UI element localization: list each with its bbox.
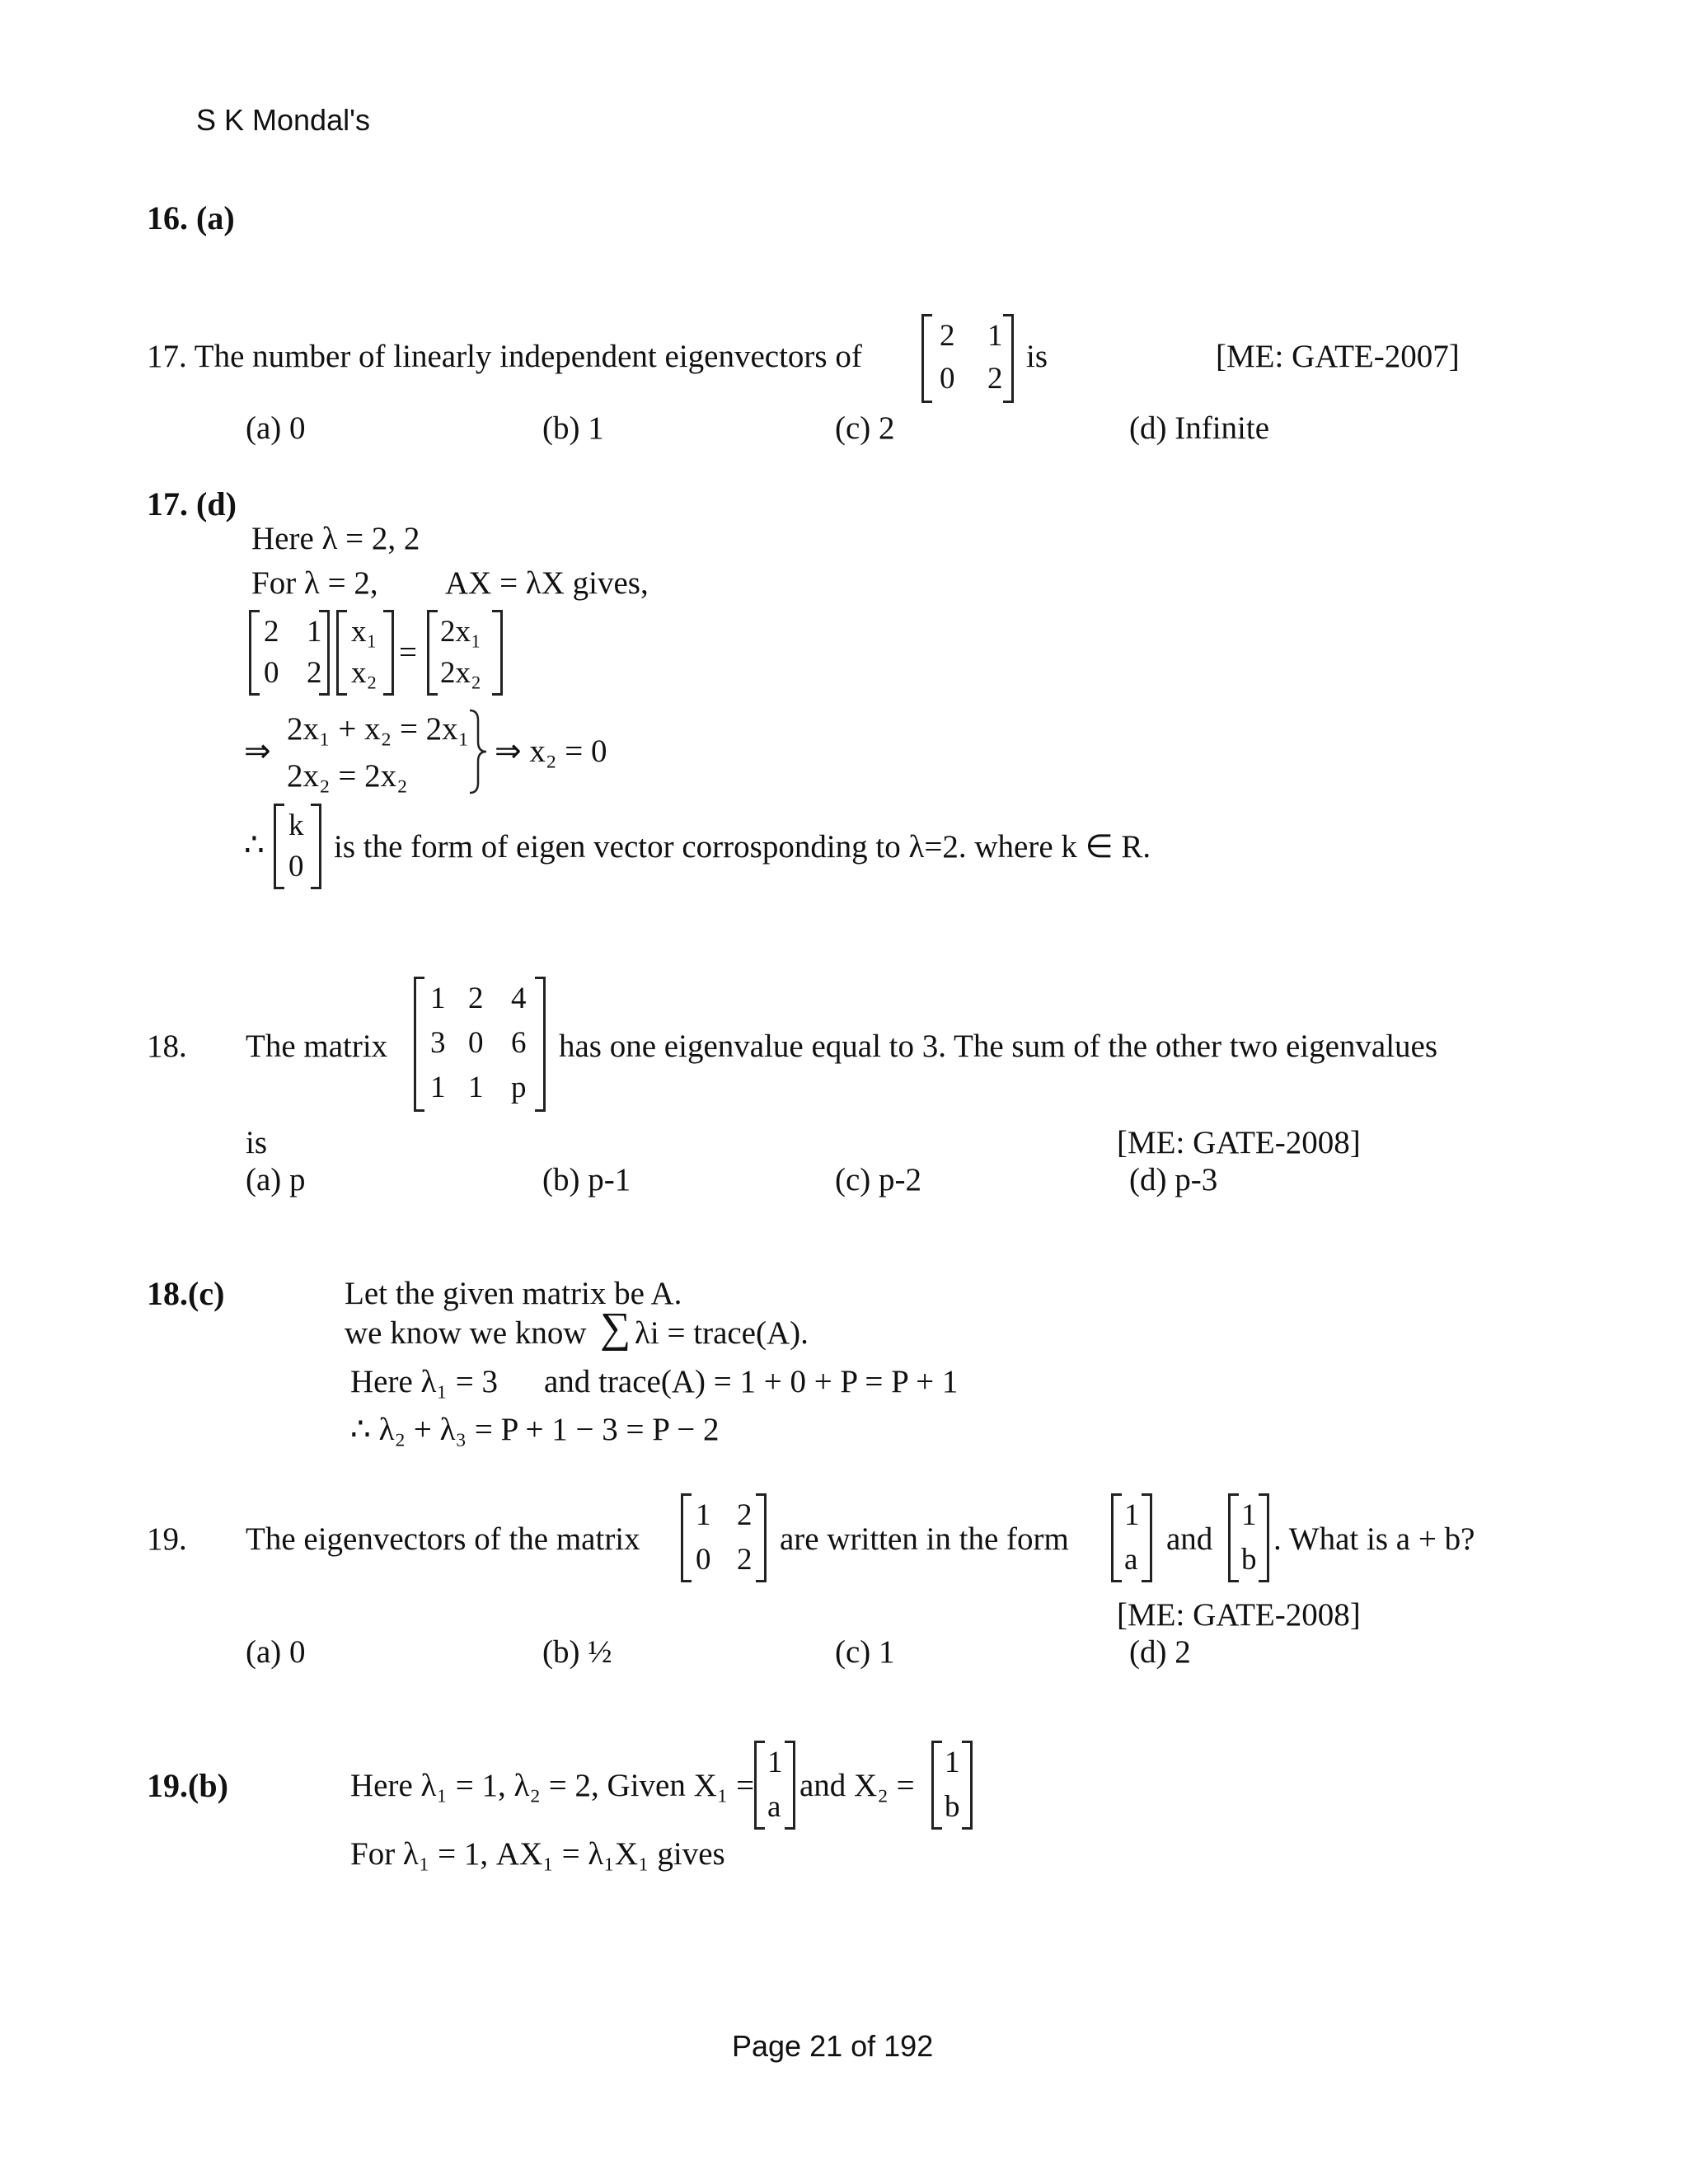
- matrix-cell: 3: [430, 1026, 446, 1060]
- therefore-symbol: ∴: [244, 827, 265, 863]
- answer-16-label: 16. (a): [147, 199, 235, 237]
- matrix-cell: 2: [468, 982, 484, 1015]
- matrix-cell: 0: [468, 1026, 484, 1060]
- page-number: Page 21 of 192: [732, 2029, 934, 2063]
- matrix-cell: 0: [696, 1543, 711, 1577]
- answer-17-eigenvector: [274, 804, 321, 889]
- vector-cell: 2x₂: [440, 656, 481, 690]
- question-19-mid: are written in the form: [780, 1521, 1069, 1557]
- vector-cell: 1: [1241, 1498, 1257, 1532]
- system-eq-1: 2x₁ + x₂ = 2x₁: [287, 711, 470, 747]
- implies-arrow: ⇒: [244, 733, 271, 769]
- matrix-cell: 1: [468, 1071, 484, 1104]
- matrix-cell: 1: [696, 1498, 711, 1532]
- vector-cell: 2x₁: [440, 615, 481, 649]
- question-19-matrix: [681, 1493, 767, 1582]
- answer-18-label: 18.(c): [147, 1275, 225, 1312]
- question-18-source: [ME: GATE-2008]: [1117, 1125, 1361, 1160]
- answer-19-label: 19.(b): [147, 1767, 228, 1804]
- question-19-post: . What is a + b?: [1273, 1521, 1475, 1557]
- matrix-cell: 6: [511, 1026, 527, 1060]
- question-18-number: 18.: [147, 1029, 187, 1064]
- option-b: (b) ½: [542, 1634, 612, 1670]
- question-17-text: 17. The number of linearly independent eigenvectors of: [147, 339, 862, 374]
- answer-18-line3a: Here λ₁ = 3: [350, 1364, 499, 1399]
- vector-cell: k: [288, 808, 304, 842]
- answer-19-vector-2: [931, 1741, 973, 1830]
- matrix-cell: 1: [430, 1071, 446, 1104]
- answer-19-line1b: and X₂ =: [799, 1768, 915, 1803]
- question-19-and: and: [1166, 1521, 1213, 1557]
- answer-18-line3b: and trace(A) = 1 + 0 + P = P + 1: [544, 1364, 959, 1399]
- question-17-matrix: [921, 314, 1014, 403]
- answer-17-label: 17. (d): [147, 485, 237, 523]
- vector-cell: a: [767, 1790, 781, 1824]
- vector-cell: 1: [1124, 1498, 1140, 1532]
- question-18-matrix: [414, 977, 546, 1113]
- question-18-pre: The matrix: [246, 1029, 388, 1064]
- matrix-cell: 1: [987, 319, 1003, 353]
- matrix-cell: 2: [264, 615, 279, 649]
- answer-17-matrix-a: [249, 610, 330, 696]
- answer-18-line4: ∴ λ₂ + λ₃ = P + 1 − 3 = P − 2: [350, 1412, 720, 1447]
- question-19-number: 19.: [147, 1521, 187, 1557]
- matrix-cell: 2: [987, 362, 1003, 396]
- option-d: (d) p-3: [1129, 1162, 1218, 1197]
- question-18-is: is: [246, 1125, 268, 1160]
- matrix-cell: 2: [737, 1498, 753, 1532]
- answer-19-line1a: Here λ₁ = 1, λ₂ = 2, Given X₁ =: [350, 1768, 755, 1803]
- option-d: (d) 2: [1129, 1634, 1191, 1670]
- option-c: (c) 1: [835, 1634, 895, 1670]
- question-19-source: [ME: GATE-2008]: [1117, 1597, 1361, 1633]
- vector-cell: x₁: [351, 615, 377, 649]
- option-c: (c) p-2: [835, 1162, 922, 1197]
- vector-cell: 1: [945, 1746, 960, 1779]
- question-19-pre: The eigenvectors of the matrix: [246, 1521, 640, 1557]
- brace-icon: [468, 709, 488, 794]
- matrix-cell: 1: [307, 615, 322, 649]
- vector-cell: b: [1241, 1543, 1257, 1577]
- answer-17-conclusion: is the form of eigen vector corrosponding to λ=2. where k ∈ R.: [334, 829, 1151, 865]
- answer-17-vector-x: [336, 610, 394, 696]
- question-18-post: has one eigenvalue equal to 3. The sum of the other two eigenvalues: [559, 1029, 1438, 1064]
- answer-19-vector-1: [754, 1741, 795, 1830]
- matrix-cell: p: [511, 1071, 527, 1104]
- option-b: (b) 1: [542, 410, 604, 446]
- page-header: S K Mondal's: [196, 103, 370, 137]
- question-19-vector-2: [1228, 1493, 1269, 1582]
- vector-cell: b: [945, 1790, 960, 1824]
- vector-cell: 0: [288, 850, 304, 883]
- answer-17-vector-r: [427, 610, 503, 696]
- option-a: (a) 0: [246, 1634, 306, 1670]
- option-a: (a) p: [246, 1162, 306, 1197]
- option-c: (c) 2: [835, 410, 895, 446]
- vector-cell: 1: [767, 1746, 783, 1779]
- system-eq-2: 2x₂ = 2x₂: [287, 758, 408, 794]
- option-d: (d) Infinite: [1129, 410, 1270, 446]
- answer-18-line1: Let the given matrix be A.: [345, 1276, 682, 1311]
- sum-symbol: ∑: [600, 1305, 631, 1352]
- matrix-cell: 0: [264, 656, 279, 690]
- equals-sign: =: [399, 635, 417, 670]
- option-b: (b) p-1: [542, 1162, 631, 1197]
- question-17-source: [ME: GATE-2007]: [1216, 339, 1460, 374]
- question-17-is: is: [1026, 339, 1048, 374]
- matrix-cell: 2: [737, 1543, 753, 1577]
- question-19-vector-1: [1111, 1493, 1152, 1582]
- vector-cell: a: [1124, 1543, 1138, 1577]
- vector-cell: x₂: [351, 656, 377, 690]
- matrix-cell: 2: [940, 319, 955, 353]
- matrix-cell: 2: [307, 656, 322, 690]
- matrix-cell: 4: [511, 982, 527, 1015]
- answer-17-line2a: For λ = 2,: [251, 565, 378, 601]
- answer-17-line2b: AX = λX gives,: [445, 565, 649, 601]
- matrix-cell: 0: [940, 362, 955, 396]
- option-a: (a) 0: [246, 410, 306, 446]
- answer-17-line1: Here λ = 2, 2: [251, 521, 420, 556]
- answer-18-line2a: we know we know: [345, 1315, 587, 1351]
- answer-18-line2b: λi = trace(A).: [635, 1315, 809, 1351]
- matrix-cell: 1: [430, 982, 446, 1015]
- system-result: ⇒ x₂ = 0: [495, 733, 607, 769]
- answer-19-line2: For λ₁ = 1, AX₁ = λ₁X₁ gives: [350, 1836, 725, 1872]
